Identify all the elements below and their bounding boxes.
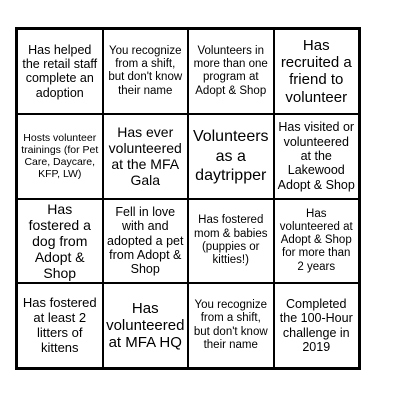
- bingo-cell[interactable]: [274, 114, 360, 199]
- bingo-cell[interactable]: [188, 29, 274, 114]
- bingo-cell[interactable]: [103, 29, 189, 114]
- bingo-cell-text: Has visited or volunteered at the Lakewood Adopt & Shop: [277, 120, 355, 192]
- bingo-cell[interactable]: [188, 283, 274, 368]
- bingo-cell-text: Has helped the retail staff complete an adoption: [22, 42, 98, 100]
- bingo-board: [15, 27, 361, 370]
- bingo-cell[interactable]: [103, 283, 189, 368]
- bingo-cell-text: Fell in love with and adopted a pet from Adopt & Shop: [107, 204, 184, 277]
- bingo-cell-text: Has fostered a dog from Adopt & Shop: [28, 200, 91, 282]
- bingo-cell-text: Has recruited a friend to volunteer: [280, 36, 352, 106]
- bingo-cell-text: Has ever volunteered at the MFA Gala: [108, 123, 182, 189]
- bingo-cell-text: Hosts volunteer trainings (for Pet Care, Daycare, KFP, LW): [21, 132, 99, 181]
- bingo-cell[interactable]: [17, 114, 103, 199]
- bingo-cell[interactable]: [17, 199, 103, 284]
- bingo-cell[interactable]: [274, 283, 360, 368]
- bingo-cell-text: Has volunteered at Adopt & Shop for more than 2 years: [279, 207, 353, 273]
- bingo-cell-text: Volunteers in more than one program at Adopt & Shop: [193, 44, 268, 97]
- bingo-cell-text: Has volunteered at MFA HQ: [106, 299, 185, 352]
- bingo-cell[interactable]: [17, 283, 103, 368]
- bingo-cell[interactable]: [17, 29, 103, 114]
- bingo-cell-text: Has fostered mom & babies (puppies or kitties!): [193, 214, 268, 267]
- bingo-cell-text: Has fostered at least 2 litters of kittens: [22, 294, 97, 355]
- bingo-cell[interactable]: [103, 114, 189, 199]
- bingo-cell-text: Volunteers as a daytripper: [192, 128, 269, 184]
- bingo-cell-text: You recognize from a shift, but don't know their name: [108, 44, 183, 97]
- bingo-cell-text: Completed the 100-Hour challenge in 2019: [279, 296, 353, 354]
- bingo-cell-text: You recognize from a shift, but don't know their name: [193, 299, 268, 351]
- bingo-cell[interactable]: [188, 114, 274, 199]
- bingo-cell[interactable]: [274, 29, 360, 114]
- bingo-cell[interactable]: [274, 199, 360, 284]
- bingo-cell[interactable]: [103, 199, 189, 284]
- bingo-cell[interactable]: [188, 199, 274, 284]
